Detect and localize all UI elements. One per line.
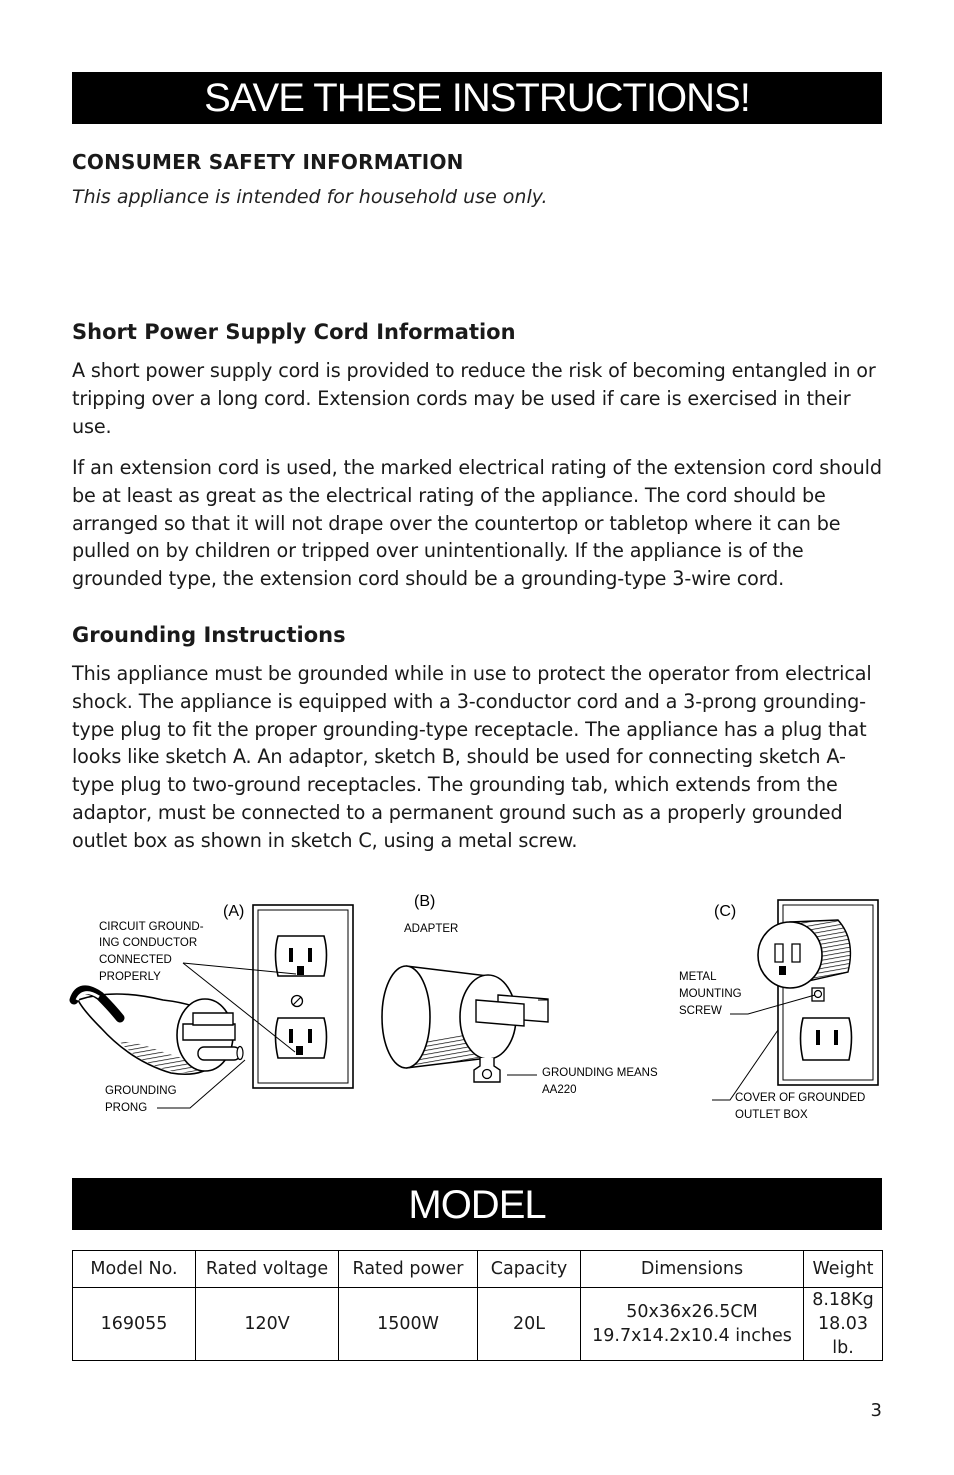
sketch-c: [679, 900, 878, 1121]
sketch-b-callout-line: AA220: [542, 1084, 577, 1096]
grounding-prong: [198, 1047, 240, 1060]
sketch-a-callout-line: CIRCUIT GROUND-: [99, 921, 204, 933]
sketch-b-tag: (B): [414, 893, 436, 910]
cell-rated-voltage: 120V: [196, 1288, 339, 1361]
cell-rated-power: 1500W: [339, 1288, 478, 1361]
model-spec-table: [72, 1250, 883, 1361]
sketch-a-callout-line: PRONG: [105, 1102, 148, 1114]
sketch-b-callout-line: GROUNDING MEANS: [542, 1067, 658, 1079]
header-capacity: Capacity: [478, 1251, 581, 1288]
household-use-note: This appliance is intended for household use only.: [72, 186, 548, 208]
table-header-row: [73, 1251, 883, 1288]
short-cord-heading: Short Power Supply Cord Information: [72, 320, 516, 344]
cell-capacity: 20L: [478, 1288, 581, 1361]
sketch-b: [382, 893, 658, 1096]
header-weight: Weight: [804, 1251, 883, 1288]
cell-weight: [804, 1288, 883, 1361]
dimensions-imperial: 19.7x14.2x10.4 inches: [592, 1326, 792, 1346]
model-banner: MODEL: [72, 1178, 882, 1230]
page-number: 3: [870, 1400, 882, 1421]
sketch-b-title: ADAPTER: [404, 923, 459, 935]
sketch-a-tag: (A): [223, 903, 245, 920]
sketch-c-callout-line: OUTLET BOX: [735, 1109, 808, 1121]
sketch-c-tag: (C): [714, 903, 737, 920]
sketch-c-callout-line: SCREW: [679, 1005, 722, 1017]
sketch-c-callout-line: METAL: [679, 971, 717, 983]
header-rated-voltage: Rated voltage: [196, 1251, 339, 1288]
short-cord-paragraph-1: A short power supply cord is provided to reduce the risk of becoming entangled in or tripping over a long cord. Extension cords may be used if care is exercised in their use.: [72, 359, 876, 438]
grounding-heading: Grounding Instructions: [72, 623, 346, 647]
sketch-a-callout-line: CONNECTED: [99, 954, 172, 966]
wall-plate-a: [253, 905, 353, 1088]
grounding-sketches-figure: [60, 880, 890, 1130]
adapter-blade: [476, 1000, 524, 1026]
header-rated-power: Rated power: [339, 1251, 478, 1288]
sketch-a-callout-line: ING CONDUCTOR: [99, 937, 198, 949]
adapter-back: [382, 966, 430, 1068]
sketch-a: [74, 903, 353, 1114]
weight-metric: 8.18Kg: [812, 1290, 874, 1310]
sketch-c-callout-line: COVER OF GROUNDED: [735, 1092, 866, 1104]
cell-dimensions: [581, 1288, 804, 1361]
plug-prong: [183, 1024, 235, 1040]
outlet-lower-c: [801, 1018, 852, 1060]
grounding-paragraph: This appliance must be grounded while in use to protect the operator from electrical shock. The appliance is equipped with a 3-conductor cord and a 3-prong grounding-type plug to fit the proper grounding-type receptacle. The appliance has a plug that looks like sketch A. An adaptor, sketch B, should be used for connecting sketch A-type plug to two-ground receptacles. The grounding tab, which extends from the adaptor, must be connected to a permanent ground such as a properly grounded outlet box as shown in sketch C, using a metal screw.: [72, 662, 872, 852]
sketch-a-callout-line: GROUNDING: [105, 1085, 177, 1097]
header-model-no: Model No.: [73, 1251, 196, 1288]
table-row: [73, 1288, 883, 1361]
cell-model-no: 169055: [73, 1288, 196, 1361]
sketch-a-callout-line: PROPERLY: [99, 971, 161, 983]
dimensions-metric: 50x36x26.5CM: [626, 1302, 758, 1322]
consumer-safety-heading: CONSUMER SAFETY INFORMATION: [72, 150, 464, 174]
adapter-in-outlet: [758, 922, 822, 988]
weight-imperial: 18.03 lb.: [817, 1314, 869, 1358]
save-instructions-banner: SAVE THESE INSTRUCTIONS!: [72, 72, 882, 124]
header-dimensions: Dimensions: [581, 1251, 804, 1288]
sketch-c-callout-line: MOUNTING: [679, 988, 742, 1000]
short-cord-paragraph-2: If an extension cord is used, the marked electrical rating of the extension cord should be at least as great as the electrical rating of the appliance. The cord should be arranged so that it will not drape over the countertop or tabletop where it can be pulled on by children or tripped over unintentionally. If the appliance is of the grounded type, the extension cord should be a grounding-type 3-wire cord.: [72, 456, 882, 591]
